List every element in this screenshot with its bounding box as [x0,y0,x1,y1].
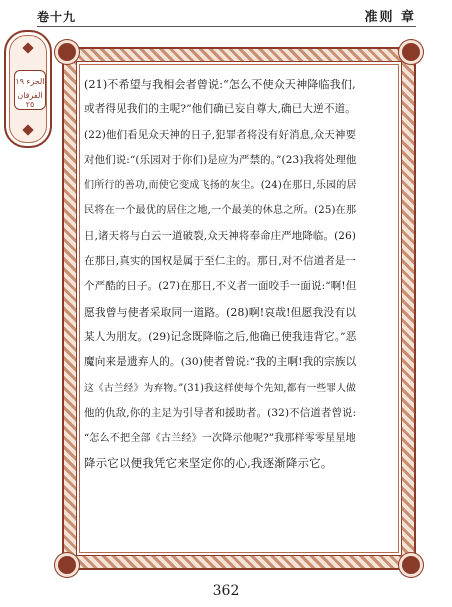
text-line: 对他们说:“(乐园对于你们)是应为严禁的。”(23)我将处理他 [84,153,357,166]
text-line: 愿我曾与使者采取同一道路。(28)啊!哀哉!但愿我没有以 [84,305,357,319]
text-line: 降示它以便我凭它来坚定你的心,我逐渐降示它。 [84,456,333,471]
text-line: 这《古兰经》为弃物。”(31)我这样使每个先知,都有一些罪人做 [84,382,357,394]
side-badge-line1: الجزء ١٩ [15,77,45,86]
frame-corner-ornament-icon [58,43,76,61]
header-right-title: 准则 章 [364,10,416,25]
text-line: 个严酷的日子。(27)在那日,不义者一面咬手一面说:“啊!但 [84,280,357,293]
frame-corner-ornament-icon [402,43,420,61]
side-badge [4,30,52,148]
ornament-diamond-icon [22,124,33,135]
text-line: 在那日,真实的国权是属于至仁主的。那日,对不信道者是一 [84,255,357,268]
side-badge-line2: الفرقان ٢٥ [17,91,43,109]
header-rule [37,26,416,27]
side-badge-inner [14,70,46,110]
body-text [84,72,356,477]
text-line: (21)不希望与我相会者曾说:“怎么不使众天神降临我们, [84,78,356,91]
header-left-title: 卷十九 [37,10,77,24]
page-number: 362 [212,583,240,599]
text-line: 们所行的善功,而使它变成飞扬的灰尘。(24)在那日,乐园的居 [84,180,357,192]
text-line: 某人为朋友。(29)记念既降临之后,他确已使我违背它。”恶 [84,330,357,343]
text-line: (22)他们看见众天神的日子,犯罪者将没有好消息,众天神要 [84,128,357,141]
text-line: 他的仇敌,你的主足为引导者和援助者。(32)不信道者曾说: [84,406,357,419]
text-line: 日,诸天将与白云一道破裂,众天神将奉命庄严地降临。(26) [84,229,357,242]
ornament-diamond-icon [22,42,33,53]
text-line: 或者得见我们的主呢?”他们确已妄自尊大,确已大逆不道。 [84,103,356,116]
text-line: 魔向来是遗弃人的。(30)使者曾说:“我的主啊!我的宗族以 [84,356,357,369]
text-line: “怎么不把全部《古兰经》一次降示他呢?”我那样零零星星地 [84,433,356,445]
text-line: 民将在一个最优的居住之地,一个最美的休息之所。(25)在那 [84,205,357,217]
frame-corner-ornament-icon [58,556,76,574]
frame-corner-ornament-icon [402,556,420,574]
